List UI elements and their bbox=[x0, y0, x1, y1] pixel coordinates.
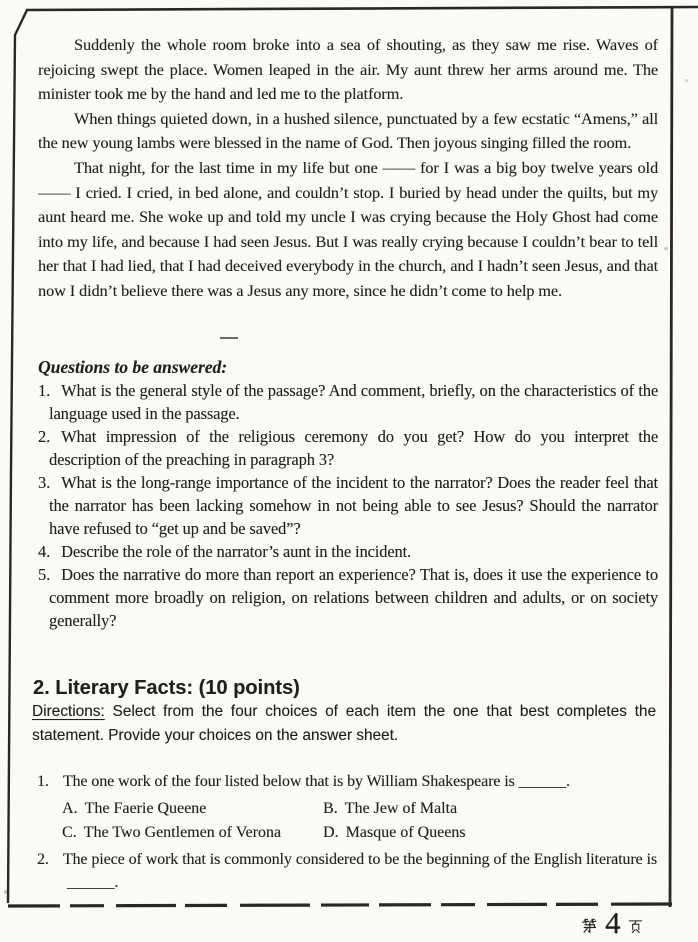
question-text: Describe the role of the narrator’s aunt in the incident. bbox=[61, 542, 412, 561]
question-number: 5. bbox=[38, 565, 51, 584]
passage-paragraph: Suddenly the whole room broke into a sea of shouting, as they saw me rise. Waves of rejoicing swept the place. Women leaped in the air. My aunt threw her arms around me. The minister took me by the hand and led me to the platform. bbox=[38, 35, 658, 104]
question-text: What impression of the religious ceremony do you get? How do you interpret the description of the preaching in paragraph 3? bbox=[49, 427, 658, 469]
scan-speck bbox=[685, 79, 688, 82]
page-number: 4 bbox=[605, 905, 621, 940]
choice-label: A. bbox=[62, 800, 78, 817]
mc-choice-c bbox=[62, 821, 323, 845]
scan-speck bbox=[4, 890, 7, 894]
directions-text: Select from the four choices of each item the one that best completes the statement. Provide your choices on the answer sheet. bbox=[32, 703, 657, 744]
directions bbox=[32, 700, 656, 747]
choice-label: C. bbox=[62, 824, 77, 842]
question-number: 2. bbox=[38, 427, 51, 446]
question-item bbox=[38, 563, 658, 632]
question-item bbox=[38, 379, 658, 425]
passage-paragraph: That night, for the last time in my life but one —— for I was a big boy twelve years old —— I cried. I cried, in bed alone, and couldn’t stop. I buried by head under the quilts, but my aunt heard me. She woke up and told my uncle I was crying because the Holy Ghost had come into my life, and because I had seen Jesus. But I was really crying because I couldn’t bear to tell her that I had lied, that I had deceived everybody in the church, and I hadn’t seen Jesus, and that now I didn’t believe there was a Jesus any more, since he didn’t come to help me. bbox=[38, 157, 658, 300]
choice-text: The Jew of Malta bbox=[344, 800, 458, 817]
mc-item-number: 2. bbox=[37, 850, 49, 868]
question-text: What is the general style of the passage? And comment, briefly, on the characteristics of the language used in the passage. bbox=[49, 381, 658, 423]
question-item bbox=[38, 540, 658, 563]
scan-artifact-dash bbox=[220, 337, 238, 339]
questions-heading: Questions to be answered: bbox=[38, 357, 228, 377]
multiple-choice-items bbox=[37, 770, 657, 894]
scan-speck bbox=[664, 247, 668, 250]
mc-item-stem: The one work of the four listed below that is by William Shakespeare is ______. bbox=[62, 773, 570, 790]
choice-label: B. bbox=[323, 800, 338, 817]
directions-label: Directions: bbox=[32, 703, 105, 720]
mc-choice-a bbox=[62, 797, 323, 821]
question-number: 4. bbox=[38, 542, 51, 561]
page-number-footer bbox=[582, 905, 643, 940]
mc-choices bbox=[62, 797, 657, 846]
chinese-char-di-icon bbox=[582, 918, 598, 934]
mc-item bbox=[37, 848, 657, 894]
choice-text: The Faerie Queene bbox=[84, 800, 207, 817]
question-number: 3. bbox=[38, 473, 51, 492]
question-number: 1. bbox=[38, 381, 51, 400]
question-item bbox=[38, 425, 658, 471]
literary-facts-heading: 2. Literary Facts: (10 points) bbox=[33, 677, 300, 699]
choice-label: D. bbox=[323, 824, 339, 842]
question-text: Does the narrative do more than report an experience? That is, does it use the experience to comment more broadly on religion, on relations between children and adults, or on society generally? bbox=[49, 565, 658, 630]
choice-text: Masque of Queens bbox=[345, 824, 466, 842]
mc-choice-d bbox=[323, 821, 657, 845]
questions-section bbox=[38, 355, 658, 632]
reading-passage bbox=[38, 33, 658, 304]
mc-item-stem: The piece of work that is commonly considered to be the beginning of the English literature is ______. bbox=[62, 850, 657, 891]
mc-choice-b bbox=[323, 797, 657, 821]
choice-text: The Two Gentlemen of Verona bbox=[83, 824, 282, 842]
question-item bbox=[38, 471, 658, 540]
passage-paragraph: When things quieted down, in a hushed silence, punctuated by a few ecstatic “Amens,” all the new young lambs were blessed in the name of God. Then joyous singing filled the room. bbox=[38, 108, 658, 153]
mc-item bbox=[37, 770, 657, 794]
chinese-char-ye-icon bbox=[628, 919, 643, 934]
question-text: What is the long-range importance of the incident to the narrator? Does the reader feel that the narrator has been lacking somehow in not being able to see Jesus? Should the narrator have refused to “get up and be saved”? bbox=[49, 473, 658, 538]
mc-item-number: 1. bbox=[37, 773, 49, 790]
